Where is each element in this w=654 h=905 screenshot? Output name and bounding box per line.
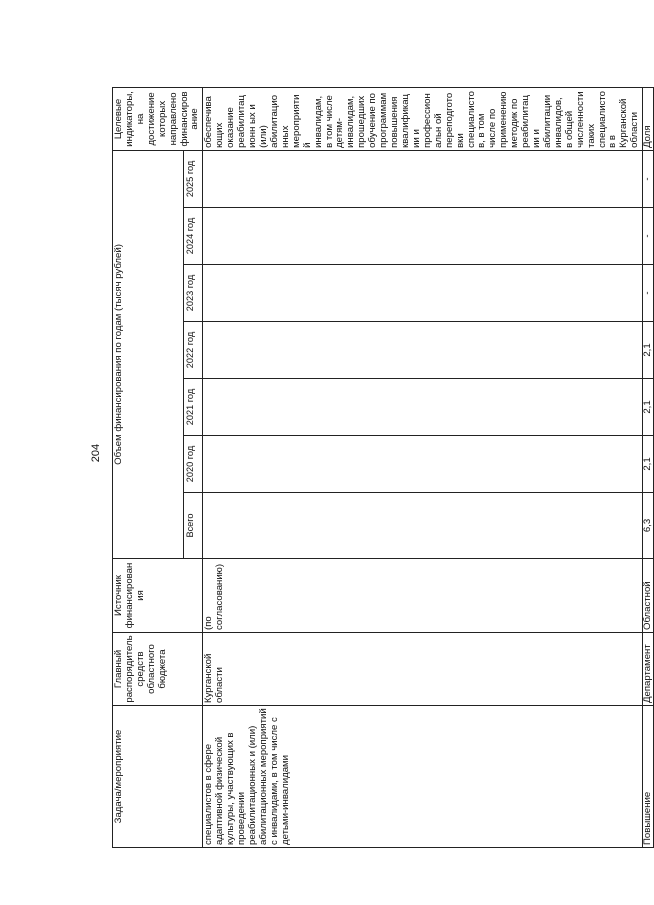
value-2021-cell	[203, 379, 643, 436]
source-cell: Областной	[643, 559, 654, 633]
value-2022-cell: 2,1	[643, 322, 654, 379]
manager-cell: Департамент	[643, 633, 654, 706]
value-2025-cell	[203, 150, 643, 207]
table-row	[643, 87, 654, 847]
value-2020-cell: 2,1	[643, 436, 654, 493]
header-2023: 2023 год	[184, 265, 203, 322]
header-manager: Главный распорядитель средств областного бюджета	[113, 633, 203, 706]
value-2022-cell	[203, 322, 643, 379]
rotated-table-container	[112, 88, 654, 848]
header-targets: Целевые индикаторы, на достижение которых направлено финансирование	[113, 87, 203, 150]
funding-table	[112, 87, 654, 848]
value-2023-cell	[203, 265, 643, 322]
total-cell	[203, 493, 643, 559]
value-2020-cell	[203, 436, 643, 493]
header-2025: 2025 год	[184, 150, 203, 207]
header-row-1	[113, 87, 184, 847]
page-number: 204	[90, 443, 102, 463]
total-cell: 6,3	[643, 493, 654, 559]
header-2022: 2022 год	[184, 322, 203, 379]
value-2024-cell	[203, 208, 643, 265]
header-2021: 2021 год	[184, 379, 203, 436]
value-2021-cell: 2,1	[643, 379, 654, 436]
target-cell: обеспечивающих оказание реабилитационн ых и (или) абилитационных мероприятий инвалидам, в том числе детям-инвалидам, прошедших обучение по программам повышения квалификации и профессиональн ой переподготовки специалистов, в том числе по применению методик по реабилитации и абилитации инвалидов, в общей численности таких специалистов в Курганской области	[203, 87, 643, 150]
value-2025-cell: -	[643, 150, 654, 207]
value-2023-cell: -	[643, 265, 654, 322]
task-cell: специалистов в сфере адаптивной физической культуры, участвующих в проведении реабилитационных и (или) абилитационных мероприятий с инвалидами, в том числе с детьми-инвалидами	[203, 706, 643, 848]
header-source: Источник финансирования	[113, 559, 203, 633]
header-2024: 2024 год	[184, 208, 203, 265]
header-task: Задача/мероприятие	[113, 706, 203, 848]
manager-cell: Курганской области	[203, 633, 643, 706]
header-total: Всего	[184, 493, 203, 559]
table-row	[203, 87, 643, 847]
header-2020: 2020 год	[184, 436, 203, 493]
header-funding: Объем финансирования по годам (тысяч рублей)	[113, 150, 184, 558]
value-2024-cell: -	[643, 208, 654, 265]
source-cell: (по согласованию)	[203, 559, 643, 633]
target-cell: Доля	[643, 87, 654, 150]
task-cell: Повышение	[643, 706, 654, 848]
